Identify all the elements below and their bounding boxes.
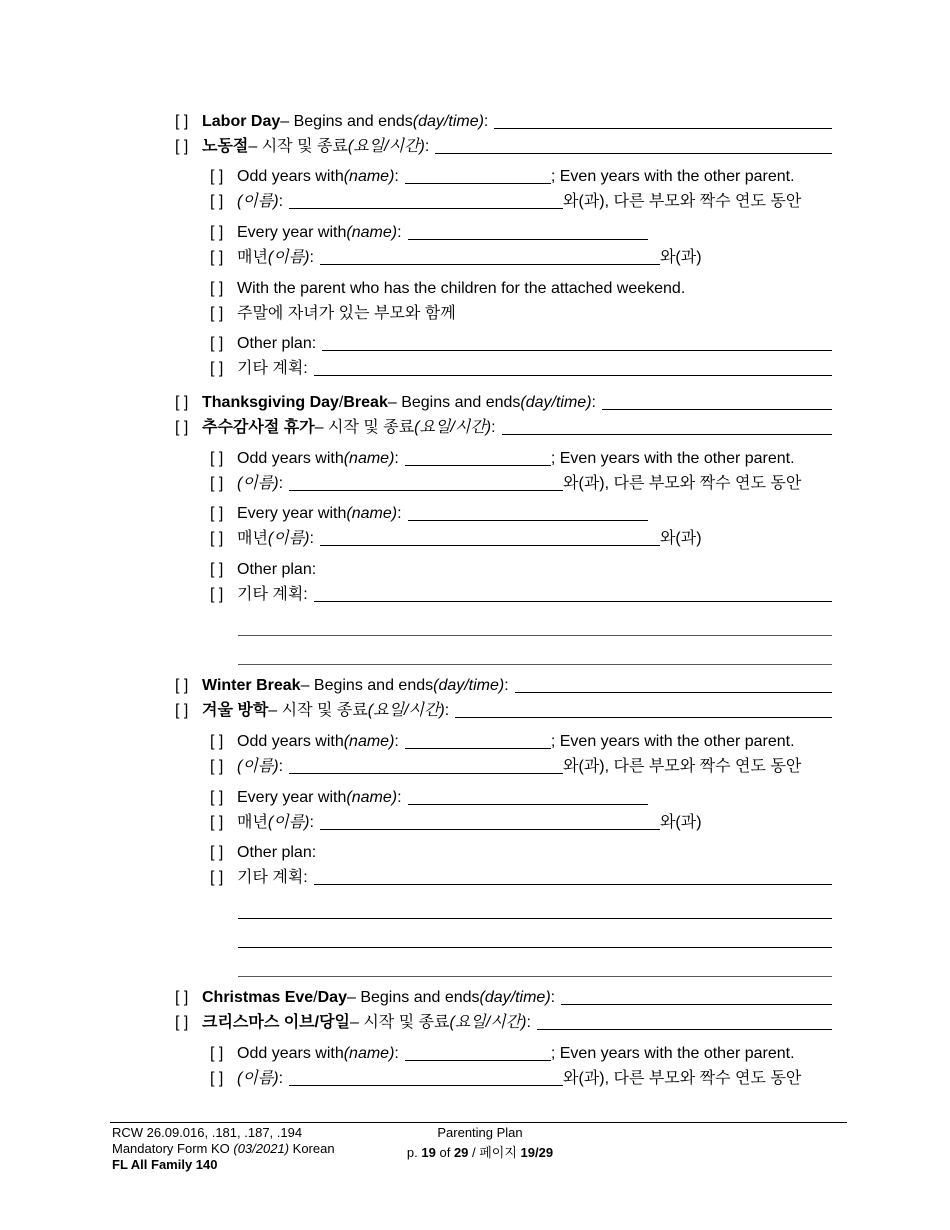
winter-odd-ko-checkbox[interactable]: [ ]: [210, 758, 224, 775]
winter-row-en: [175, 676, 832, 696]
thanksgiving-every-name-field[interactable]: [408, 520, 648, 521]
day-time-hint: (day/time): [520, 394, 592, 411]
thanksgiving-checkbox[interactable]: [ ]: [175, 394, 189, 411]
labor-weekend-row: [210, 279, 832, 299]
odd-years-label: Odd years with: [237, 450, 344, 467]
colon: :: [397, 789, 402, 806]
colon: :: [504, 677, 509, 694]
labor-odd-ko-checkbox[interactable]: [ ]: [210, 193, 224, 210]
even-years-label-ko: 와(과), 다른 부모와 짝수 연도 동안: [563, 1070, 802, 1087]
christmas-begins-field[interactable]: [561, 1004, 832, 1005]
labor-weekend-row-ko: [210, 304, 832, 324]
christmas-odd-ko-checkbox[interactable]: [ ]: [210, 1070, 224, 1087]
winter-other-line-3[interactable]: [238, 947, 832, 948]
winter-odd-name-field-ko[interactable]: [289, 773, 563, 774]
colon: :: [278, 1070, 284, 1087]
colon: :: [483, 113, 489, 130]
winter-odd-years-row-ko: [210, 757, 832, 777]
christmas-day-title: Day: [317, 989, 347, 1006]
thanksgiving-every-name-field-ko[interactable]: [320, 545, 660, 546]
name-hint: (name): [343, 168, 395, 185]
labor-day-checkbox[interactable]: [ ]: [175, 113, 189, 130]
christmas-odd-name-field[interactable]: [405, 1060, 551, 1061]
thanksgiving-odd-name-field[interactable]: [405, 465, 551, 466]
begins-ends-label-ko: – 시작 및 종료: [248, 138, 348, 155]
thanksgiving-odd-ko-checkbox[interactable]: [ ]: [210, 475, 224, 492]
colon: :: [444, 702, 450, 719]
every-year-label-ko: 매년: [237, 530, 268, 547]
labor-every-year-row-ko: [210, 248, 832, 268]
labor-every-ko-checkbox[interactable]: [ ]: [210, 249, 224, 266]
labor-day-begins-field-ko[interactable]: [435, 153, 832, 154]
labor-other-ko-checkbox[interactable]: [ ]: [210, 360, 224, 377]
weekend-label-ko: 주말에 자녀가 있는 부모와 함께: [237, 305, 456, 322]
winter-every-ko-checkbox[interactable]: [ ]: [210, 814, 224, 831]
odd-years-label: Odd years with: [237, 1045, 344, 1062]
other-plan-label-ko: 기타 계획:: [237, 586, 308, 603]
with-label-ko: 와(과): [659, 814, 702, 831]
winter-other-row: [210, 843, 832, 863]
colon: :: [394, 1045, 399, 1062]
other-plan-label: Other plan:: [237, 335, 317, 352]
every-year-label: Every year with: [237, 789, 347, 806]
colon: :: [309, 530, 314, 547]
other-plan-label: Other plan:: [237, 561, 317, 578]
begins-ends-label: – Begins and ends: [280, 113, 413, 130]
name-hint: (name): [346, 505, 398, 522]
other-plan-label: Other plan:: [237, 844, 317, 861]
christmas-odd-years-row-ko: [210, 1069, 832, 1089]
colon: :: [550, 989, 556, 1006]
footer-divider: [110, 1122, 847, 1123]
even-years-label: ; Even years with the other parent.: [550, 733, 795, 750]
labor-day-begins-field[interactable]: [494, 128, 832, 129]
day-time-hint: (day/time): [479, 989, 551, 1006]
other-plan-label-ko: 기타 계획:: [237, 360, 308, 377]
labor-odd-years-row: [210, 167, 832, 187]
with-label-ko: 와(과): [659, 530, 702, 547]
thanksgiving-title: Thanksgiving Day: [202, 394, 339, 411]
colon: :: [397, 505, 402, 522]
thanksgiving-row-ko: [175, 418, 832, 438]
day-time-hint: (day/time): [412, 113, 484, 130]
even-years-label: ; Even years with the other parent.: [550, 168, 795, 185]
begins-ends-label-ko: – 시작 및 종료: [268, 702, 368, 719]
winter-odd-years-row: [210, 732, 832, 752]
begins-ends-label-ko: – 시작 및 종료: [350, 1014, 450, 1031]
winter-begins-field[interactable]: [515, 692, 832, 693]
name-hint: (name): [343, 450, 395, 467]
colon: :: [394, 168, 399, 185]
every-year-label-ko: 매년: [237, 814, 268, 831]
name-hint-ko: (이름): [237, 475, 279, 492]
colon: :: [397, 224, 402, 241]
thanksgiving-other-line-3[interactable]: [238, 664, 832, 665]
thanksgiving-every-ko-checkbox[interactable]: [ ]: [210, 530, 224, 547]
thanksgiving-every-year-row-ko: [210, 529, 832, 549]
labor-day-row-ko: [175, 137, 832, 157]
colon: :: [309, 814, 314, 831]
even-years-label-ko: 와(과), 다른 부모와 짝수 연도 동안: [563, 193, 802, 210]
break-title: Break: [343, 394, 388, 411]
christmas-begins-field-ko[interactable]: [537, 1029, 832, 1030]
begins-ends-label: – Begins and ends: [387, 394, 521, 411]
name-hint-ko: (이름): [267, 249, 310, 266]
other-plan-label-ko: 기타 계획:: [237, 869, 308, 886]
labor-every-year-row: [210, 223, 832, 243]
winter-other-line-4[interactable]: [238, 976, 832, 977]
day-time-hint-ko: (요일/시간): [414, 419, 492, 436]
labor-every-checkbox[interactable]: [ ]: [210, 224, 224, 241]
colon: :: [278, 758, 284, 775]
day-time-hint: (day/time): [433, 677, 505, 694]
thanksgiving-every-checkbox[interactable]: [ ]: [210, 505, 224, 522]
winter-other-ko-checkbox[interactable]: [ ]: [210, 869, 224, 886]
winter-ko-checkbox[interactable]: [ ]: [175, 702, 189, 719]
name-hint-ko: (이름): [267, 530, 310, 547]
labor-day-row-en: [175, 112, 832, 132]
labor-odd-name-field-ko[interactable]: [289, 208, 563, 209]
thanksgiving-other-field[interactable]: [314, 601, 832, 602]
winter-other-line-2[interactable]: [238, 918, 832, 919]
footer-center: [380, 1125, 580, 1161]
even-years-label-ko: 와(과), 다른 부모와 짝수 연도 동안: [563, 475, 802, 492]
colon: :: [526, 1014, 531, 1031]
christmas-ko-checkbox[interactable]: [ ]: [175, 1014, 189, 1031]
christmas-odd-checkbox[interactable]: [ ]: [210, 1045, 224, 1062]
thanksgiving-other-row: [210, 560, 832, 580]
labor-other-checkbox[interactable]: [ ]: [210, 335, 224, 352]
with-label-ko: 와(과): [659, 249, 702, 266]
labor-odd-checkbox[interactable]: [ ]: [210, 168, 224, 185]
even-years-label: ; Even years with the other parent.: [550, 1045, 795, 1062]
labor-day-title-ko: 노동절: [202, 138, 249, 155]
every-year-label: Every year with: [237, 505, 347, 522]
winter-every-year-row-ko: [210, 813, 832, 833]
even-years-label: ; Even years with the other parent.: [550, 450, 795, 467]
footer-page-number: p. 19 of 29 / 페이지 19/29: [406, 1145, 554, 1160]
thanksgiving-other-ko-checkbox[interactable]: [ ]: [210, 586, 224, 603]
name-hint-ko: (이름): [267, 814, 310, 831]
footer-form: Mandatory Form KO (03/2021) Korean: [112, 1141, 335, 1156]
thanksgiving-row-en: [175, 393, 832, 413]
colon: :: [491, 419, 496, 436]
winter-odd-name-field[interactable]: [405, 748, 551, 749]
thanksgiving-odd-checkbox[interactable]: [ ]: [210, 450, 224, 467]
thanksgiving-every-year-row: [210, 504, 832, 524]
weekend-label: With the parent who has the children for the attached weekend.: [237, 280, 686, 297]
christmas-odd-years-row: [210, 1044, 832, 1064]
labor-odd-years-row-ko: [210, 192, 832, 212]
thanksgiving-odd-years-row-ko: [210, 474, 832, 494]
begins-ends-label-ko: – 시작 및 종료: [314, 419, 415, 436]
labor-other-row: [210, 334, 832, 354]
colon: :: [309, 249, 314, 266]
odd-years-label: Odd years with: [237, 733, 344, 750]
winter-other-field[interactable]: [314, 884, 832, 885]
slash: /: [338, 394, 344, 411]
colon: :: [278, 193, 284, 210]
thanksgiving-odd-name-field-ko[interactable]: [289, 490, 563, 491]
name-hint: (name): [346, 224, 398, 241]
every-year-label: Every year with: [237, 224, 347, 241]
labor-day-ko-checkbox[interactable]: [ ]: [175, 138, 189, 155]
name-hint-ko: (이름): [237, 758, 279, 775]
colon: :: [591, 394, 596, 411]
labor-other-field-ko[interactable]: [314, 375, 832, 376]
footer-left: [112, 1125, 335, 1173]
winter-break-title-ko: 겨울 방학: [202, 702, 269, 719]
winter-every-year-row: [210, 788, 832, 808]
winter-other-checkbox[interactable]: [ ]: [210, 844, 224, 861]
labor-odd-name-field[interactable]: [405, 183, 551, 184]
thanksgiving-ko-checkbox[interactable]: [ ]: [175, 419, 189, 436]
name-hint: (name): [343, 1045, 395, 1062]
name-hint-ko: (이름): [237, 193, 279, 210]
christmas-checkbox[interactable]: [ ]: [175, 989, 189, 1006]
day-time-hint-ko: (요일/시간): [449, 1014, 527, 1031]
winter-every-name-field[interactable]: [408, 804, 648, 805]
day-time-hint-ko: (요일/시간): [347, 138, 425, 155]
colon: :: [394, 733, 399, 750]
footer-form-id: FL All Family 140: [112, 1157, 218, 1172]
christmas-row-ko: [175, 1013, 832, 1033]
winter-odd-checkbox[interactable]: [ ]: [210, 733, 224, 750]
winter-every-checkbox[interactable]: [ ]: [210, 789, 224, 806]
slash: /: [313, 989, 318, 1006]
thanksgiving-begins-field-ko[interactable]: [502, 434, 832, 435]
labor-every-name-field[interactable]: [408, 239, 648, 240]
colon: :: [278, 475, 284, 492]
name-hint: (name): [346, 789, 398, 806]
christmas-odd-name-field-ko[interactable]: [289, 1085, 563, 1086]
name-hint: (name): [343, 733, 395, 750]
winter-other-row-ko: [210, 868, 832, 888]
thanksgiving-other-checkbox[interactable]: [ ]: [210, 561, 224, 578]
labor-weekend-ko-checkbox[interactable]: [ ]: [210, 305, 224, 322]
winter-checkbox[interactable]: [ ]: [175, 677, 189, 694]
thanksgiving-odd-years-row: [210, 449, 832, 469]
name-hint-ko: (이름): [237, 1070, 279, 1087]
thanksgiving-other-row-ko: [210, 585, 832, 605]
thanksgiving-begins-field[interactable]: [602, 409, 832, 410]
christmas-eve-title: Christmas Eve: [202, 989, 314, 1006]
winter-break-title: Winter Break: [202, 677, 301, 694]
even-years-label-ko: 와(과), 다른 부모와 짝수 연도 동안: [563, 758, 802, 775]
winter-every-name-field-ko[interactable]: [320, 829, 660, 830]
thanksgiving-other-line-2[interactable]: [238, 635, 832, 636]
winter-row-ko: [175, 701, 832, 721]
winter-begins-field-ko[interactable]: [455, 717, 832, 718]
colon: :: [424, 138, 430, 155]
thanksgiving-title-ko: 추수감사절 휴가: [202, 419, 315, 436]
labor-every-name-field-ko[interactable]: [320, 264, 660, 265]
begins-ends-label: – Begins and ends: [300, 677, 434, 694]
footer-rcw: RCW 26.09.016, .181, .187, .194: [112, 1125, 303, 1140]
day-time-hint-ko: (요일/시간): [367, 702, 445, 719]
every-year-label-ko: 매년: [237, 249, 268, 266]
christmas-row-en: [175, 988, 832, 1008]
labor-other-field[interactable]: [322, 350, 832, 351]
footer-doc-title: Parenting Plan: [437, 1125, 523, 1140]
odd-years-label: Odd years with: [237, 168, 344, 185]
labor-day-title: Labor Day: [202, 113, 281, 130]
begins-ends-label: – Begins and ends: [346, 989, 480, 1006]
labor-other-row-ko: [210, 359, 832, 379]
christmas-title-ko: 크리스마스 이브/당일: [202, 1014, 350, 1031]
labor-weekend-checkbox[interactable]: [ ]: [210, 280, 224, 297]
colon: :: [394, 450, 399, 467]
